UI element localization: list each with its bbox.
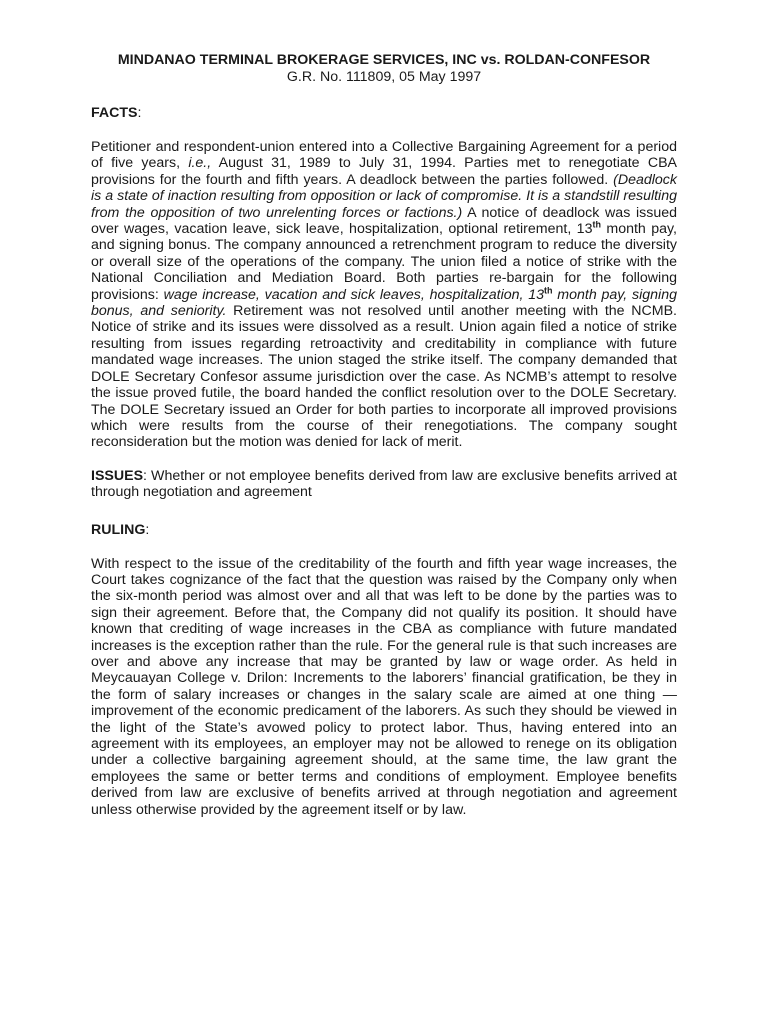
facts-text-1: Petitioner and respondent-union entered into a Collective Bargaining Agreement for a period of five years, bbox=[91, 139, 677, 172]
facts-superscript-th-2: th bbox=[544, 284, 553, 295]
case-title bbox=[91, 52, 677, 69]
facts-text-2: August 31, 1989 to July 31, 1994. Parties met to renegotiate CBA provisions for the fourth and fifth years. A deadlock between the parties followed. bbox=[91, 155, 677, 188]
facts-paragraph bbox=[91, 139, 677, 451]
case-title-part2: ROLDAN-CONFESOR bbox=[500, 52, 651, 68]
facts-text-5: Retirement was not resolved until another meeting with the NCMB. Notice of strike and its issues were dissolved as a result. Union again filed a notice of strike resulting from issues regarding retroactivity and creditability in compliance with future mandated wage increases. The union staged the strike itself. The company demanded that DOLE Secretary Confesor assume jurisdiction over the case. As NCMB’s attempt to resolve the issue proved futile, the board handed the conflict resolution over to the DOLE Secretary. The DOLE Secretary issued an Order for both parties to incorporate all improved provisions which were results from the course of their renegotiations. The company sought reconsideration but the motion was denied for lack of merit. bbox=[91, 303, 677, 451]
facts-text-3: A notice of deadlock was issued over wages, vacation leave, sick leave, hospitalization, optional retirement, 13 bbox=[91, 204, 677, 238]
facts-text-4: month pay, and signing bonus. The company announced a retrenchment program to reduce the diversity or overall size of the operations of the company. The union filed a notice of strike with the National Conciliation and Mediation Board. Both parties re-bargain for the following provisions: bbox=[91, 221, 678, 303]
facts-text-ie: i.e., bbox=[188, 155, 212, 172]
case-title-vs: vs. bbox=[480, 52, 501, 68]
facts-heading bbox=[91, 105, 677, 122]
case-title-part1: MINDANAO TERMINAL BROKERAGE SERVICES, INC bbox=[117, 52, 481, 68]
document-page bbox=[91, 52, 677, 818]
issues-label: ISSUES bbox=[91, 467, 144, 484]
ruling-heading bbox=[91, 522, 677, 539]
facts-heading-label: FACTS bbox=[91, 105, 138, 121]
facts-heading-colon: : bbox=[137, 105, 142, 121]
ruling-heading-label: RULING bbox=[91, 521, 146, 538]
case-citation: G.R. No. 111809, 05 May 1997 bbox=[286, 69, 482, 85]
facts-provisions-italic-2: month pay, signing bonus, and seniority. bbox=[91, 286, 677, 320]
ruling-heading-colon: : bbox=[145, 521, 150, 538]
issues-paragraph bbox=[91, 468, 677, 501]
issues-text: : Whether or not employee benefits derived from law are exclusive benefits arrived at through negotiation and agreement bbox=[91, 467, 677, 501]
facts-provisions-italic: wage increase, vacation and sick leaves, hospitalization, 13 bbox=[163, 286, 545, 303]
facts-deadlock-definition: (Deadlock is a state of inaction resulting from opposition or lack of compromise. It is a standstill resulting from the opposition of two unrelenting forces or factions.) bbox=[91, 171, 677, 221]
facts-superscript-th: th bbox=[592, 219, 601, 230]
ruling-paragraph: With respect to the issue of the creditability of the fourth and fifth year wage increases, the Court takes cognizance of the fact that the question was raised by the Company only when the six-month period was almost over and all that was left to be done by the parties was to sign their agreement. Before that, the Company did not qualify its position. It should have known that crediting of wage increases in the CBA as compliance with future mandated increases is the exception rather than the rule. For the general rule is that such increases are over and above any increase that may be granted by law or wage order. As held in Meycauayan College v. Drilon: Increments to the laborers’ financial gratification, be they in the form of salary increases or changes in the salary scale are aimed at one thing — improvement of the economic predicament of the laborers. As such they should be viewed in the light of the State’s avowed policy to protect labor. Thus, having entered into an agreement with its employees, an employer may not be allowed to renege on its obligation under a collective bargaining agreement should, at the same time, the law grant the employees the same or better terms and conditions of employment. Employee benefits derived from law are exclusive of benefits arrived at through negotiation and agreement unless otherwise provided by the agreement itself or by law. bbox=[91, 555, 677, 818]
